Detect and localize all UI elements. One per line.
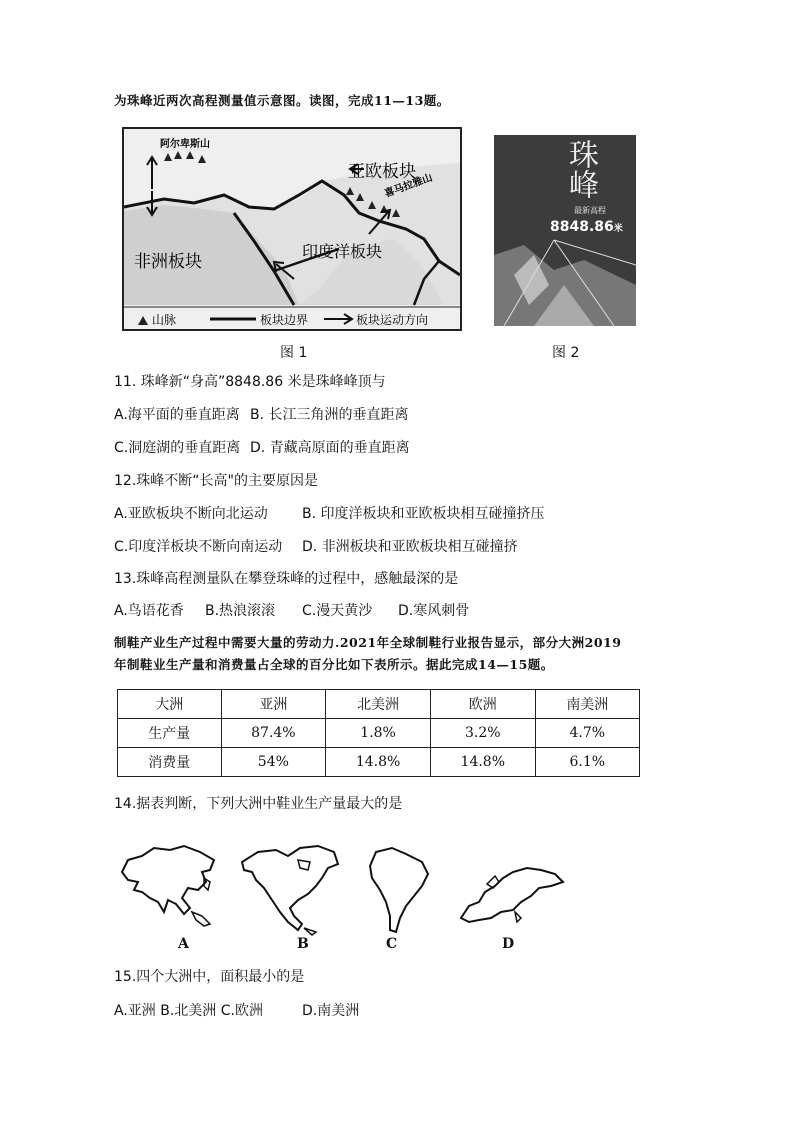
table-header-cell: 北美洲 (326, 690, 431, 719)
table-cell: 87.4% (221, 719, 326, 748)
q14-stem: 14.据表判断，下列大洲中鞋业生产量最大的是 (114, 796, 403, 812)
map-label-d: D (502, 936, 515, 952)
height-unit: 米 (613, 224, 623, 234)
shoe-industry-table (117, 689, 640, 777)
table-header-cell: 欧洲 (430, 690, 535, 719)
q12-option-d: D. 非洲板块和亚欧板块相互碰撞挤 (302, 539, 518, 555)
table-cell: 消费量 (118, 748, 222, 777)
table-cell: 14.8% (430, 748, 535, 777)
q15-option-d: D.南美洲 (302, 1003, 360, 1019)
plate-map-figure (122, 127, 462, 331)
intro2-line2: 年制鞋业生产量和消费量占全球的百分比如下表所示。据此完成14—15题。 (114, 657, 554, 672)
map-label-c: C (386, 936, 398, 952)
africa-plate-label: 非洲板块 (134, 252, 202, 272)
alps-label: 阿尔卑斯山 (160, 139, 210, 150)
north-america-map-icon (238, 842, 344, 937)
height-value: 8848.86 (550, 219, 614, 235)
india-plate-label: 印度洋板块 (302, 242, 383, 261)
q15-options-abc: A.亚洲 B.北美洲 C.欧洲 (114, 1003, 263, 1019)
table-row (118, 719, 640, 748)
q13-option-b: B.热浪滚滚 (205, 603, 276, 619)
photo-subtitle: 最新高程 (574, 206, 606, 215)
q11-option-c: C.洞庭湖的垂直距离 (114, 440, 241, 456)
q11-option-d: D. 青藏高原面的垂直距离 (250, 440, 410, 456)
q12-stem: 12.珠峰不断“长高"的主要原因是 (114, 473, 318, 489)
table-cell: 1.8% (326, 719, 431, 748)
plate-map (124, 129, 460, 329)
intro-text: 为珠峰近两次高程测量值示意图。读图，完成11—13题。 (114, 93, 450, 108)
himalaya-label: 喜马拉雅山 (383, 172, 435, 200)
q11-stem: 11. 珠峰新“身高”8848.86 米是珠峰峰顶与 (114, 374, 386, 390)
intro2-line1: 制鞋产业生产过程中需要大量的劳动力.2021年全球制鞋行业报告显示，部分大洲2019 (114, 635, 622, 650)
everest-photo (494, 135, 636, 326)
south-america-map-icon (366, 846, 430, 936)
q11-option-a: A.海平面的垂直距离 (114, 407, 240, 423)
photo-height (550, 219, 623, 235)
table-header-row (118, 690, 640, 719)
figure-2-caption: 图 2 (552, 345, 580, 361)
q11-option-b: B. 长江三角洲的垂直距离 (250, 407, 409, 423)
legend-mountain: 山脉 (152, 313, 177, 327)
table-header-cell: 亚洲 (221, 690, 326, 719)
q13-option-c: C.漫天黄沙 (302, 603, 373, 619)
q13-option-d: D.寒风刺骨 (398, 603, 470, 619)
table-cell: 4.7% (535, 719, 639, 748)
q12-option-b: B. 印度洋板块和亚欧板块相互碰撞挤压 (302, 506, 545, 522)
photo-title: 珠峰 (563, 139, 598, 199)
table-cell: 54% (221, 748, 326, 777)
q12-option-c: C.印度洋板块不断向南运动 (114, 539, 283, 555)
table-header-cell: 大洲 (118, 690, 222, 719)
q12-option-a: A.亚欧板块不断向北运动 (114, 506, 268, 522)
q15-stem: 15.四个大洲中，面积最小的是 (114, 969, 305, 985)
eurasia-plate-label: 亚欧板块 (348, 162, 416, 182)
europe-map-icon (455, 862, 567, 924)
table-row (118, 748, 640, 777)
q13-stem: 13.珠峰高程测量队在攀登珠峰的过程中，感触最深的是 (114, 571, 459, 587)
table-cell: 6.1% (535, 748, 639, 777)
table-cell: 14.8% (326, 748, 431, 777)
legend-direction: 板块运动方向 (356, 313, 429, 327)
map-label-b: B (297, 936, 309, 952)
q13-option-a: A.鸟语花香 (114, 603, 184, 619)
asia-map-icon (118, 842, 218, 932)
map-label-a: A (178, 936, 189, 952)
table-cell: 3.2% (430, 719, 535, 748)
legend-boundary: 板块边界 (260, 313, 309, 327)
table-cell: 生产量 (118, 719, 222, 748)
figure-1-caption: 图 1 (280, 345, 308, 361)
table-header-cell: 南美洲 (535, 690, 639, 719)
